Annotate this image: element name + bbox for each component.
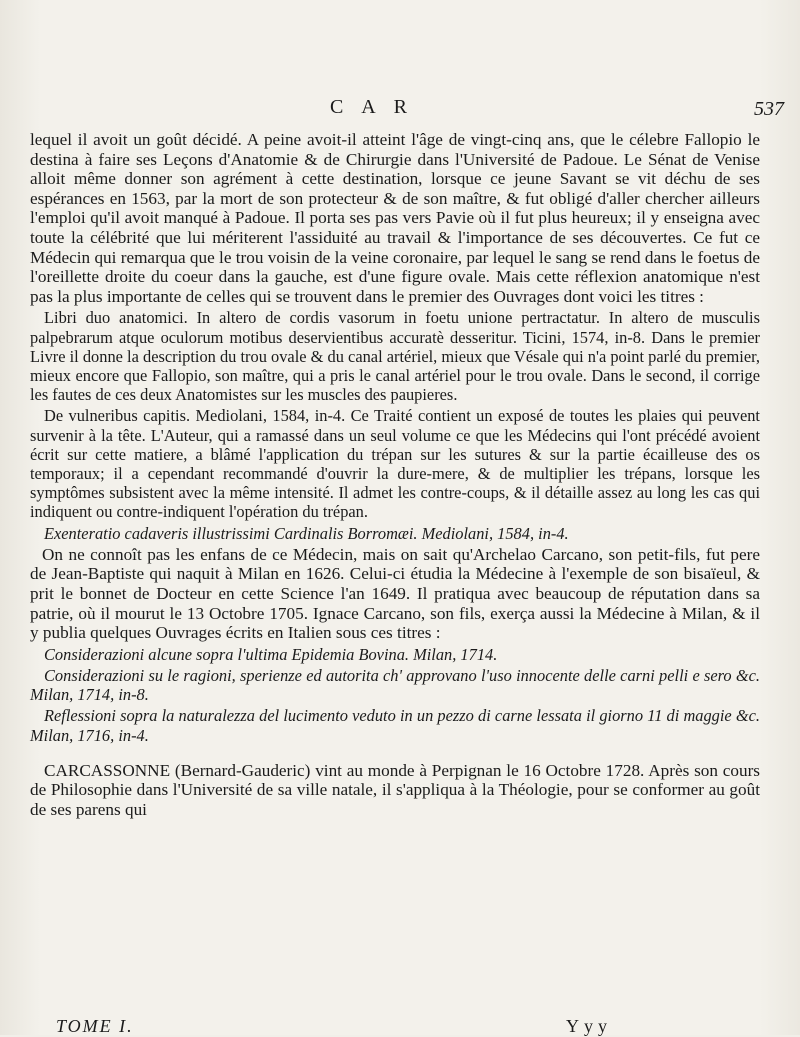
entry-separator bbox=[30, 745, 760, 761]
paragraph-descendants: On ne connoît pas les enfans de ce Médecin, mais on sait qu'Archelao Carcano, son petit-fils, fut pere de Jean-Baptiste qui naquit à Milan en 1626. Celui-ci étudia la Médecine à l'exemple de son bisaïeul, & prit le bonnet de Docteur en cette Science l'an 1649. Il pratiqua avec beaucoup de réputation dans sa patrie, où il mourut le 13 Octobre 1705. Ignace Carcano, son fils, exerça aussi la Médecine à Milan, & il y publia quelques Ouvrages écrits en Italien sous ces titres : bbox=[30, 544, 760, 643]
entry-carcassonne: CARCASSONNE (Bernard-Gauderic) vint au monde à Perpignan le 16 Octobre 1728. Après son cours de Philosophie dans l'Université de sa ville natale, il s'appliqua à la Théologie, pour se conformer au goût de ses parens qui bbox=[30, 760, 760, 819]
work-entry-de-vulneribus: De vulneribus capitis. Mediolani, 1584, in-4. Ce Traité contient un exposé de toutes les plaies qui peuvent survenir à la tête. L'Auteur, qui a ramassé dans un seul volume ce que les Médecins qui l'ont précédé avoient écrit sur cette matiere, a blâmé l'application du trépan sur les sutures & sur la partie écailleuse des os temporaux; il a cependant recommandé d'ouvrir la dure-mere, & de multiplier les trépans, lorsque les symptômes subsistent avec la même intensité. Il admet les contre-coups, & il détaille assez au long les cas qui indiquent ou contre-indiquent l'opération du trépan. bbox=[30, 406, 760, 522]
work-entry-libri-duo: Libri duo anatomici. In altero de cordis vasorum in foetu unione pertractatur. In altero de musculis palpebrarum atque oculorum motibus deservientibus accuratè desseritur. Ticini, 1574, in-8. Dans le premier Livre il donne la description du trou ovale & du canal artériel, mieux que Vésale qui n'a point parlé du premier, mieux encore que Fallopio, son maître, qui a pris le canal artériel pour le trou ovale. Dans le second, il corrige les fautes de ces deux Anatomistes sur les muscles des paupieres. bbox=[30, 308, 760, 405]
work-entry-exenteratio: Exenteratio cadaveris illustrissimi Cardinalis Borromæi. Mediolani, 1584, in-4. bbox=[44, 523, 569, 543]
work-entry-considerazioni-alcune: Considerazioni alcune sopra l'ultima Epidemia Bovina. Milan, 1714. bbox=[44, 644, 498, 664]
page-body bbox=[30, 130, 760, 820]
paragraph-intro: lequel il avoit un goût décidé. A peine avoit-il atteint l'âge de vingt-cinq ans, que le célebre Fallopio le destina à faire ses Leçons d'Anatomie & de Chirurgie dans l'Université de Padoue. Le Sénat de Venise alloit même donner son agrément à cette destination, lorsque ce jeune Savant se vit déchu de ses espérances en 1563, par la mort de son protecteur & de son maître, & fut obligé d'aller chercher ailleurs l'emploi qu'il avoit manqué à Padoue. Il porta ses pas vers Pavie où il fut plus heureux; il y enseigna avec toute la célébrité que lui mériterent l'assiduité au travail & l'importance de ses découvertes. Ce fut ce Médecin qui remarqua que le trou voisin de la veine coronaire, par lequel le sang se rend dans le foetus de l'oreillette droite du coeur dans la gauche, est d'une figure ovale. Mais cette réflexion anatomique n'est pas la plus importante de celles qui se trouvent dans le premier des Ouvrages dont voici les titres : bbox=[30, 130, 760, 306]
page-number: 537 bbox=[754, 98, 784, 120]
signature-mark: Yyy bbox=[566, 1016, 612, 1036]
volume-label: TOME I. bbox=[56, 1016, 134, 1036]
page-header bbox=[0, 96, 800, 120]
work-entry-considerazioni-ragioni: Considerazioni su le ragioni, sperienze ed autorita ch' approvano l'uso innocente delle carni pelli e sero &c. Milan, 1714, in-8. bbox=[30, 665, 760, 705]
work-entry-reflessioni: Reflessioni sopra la naturalezza del lucimento veduto in un pezzo di carne lessata il giorno 11 di maggie &c. Milan, 1716, in-4. bbox=[30, 706, 760, 745]
running-title: C A R bbox=[330, 96, 414, 118]
